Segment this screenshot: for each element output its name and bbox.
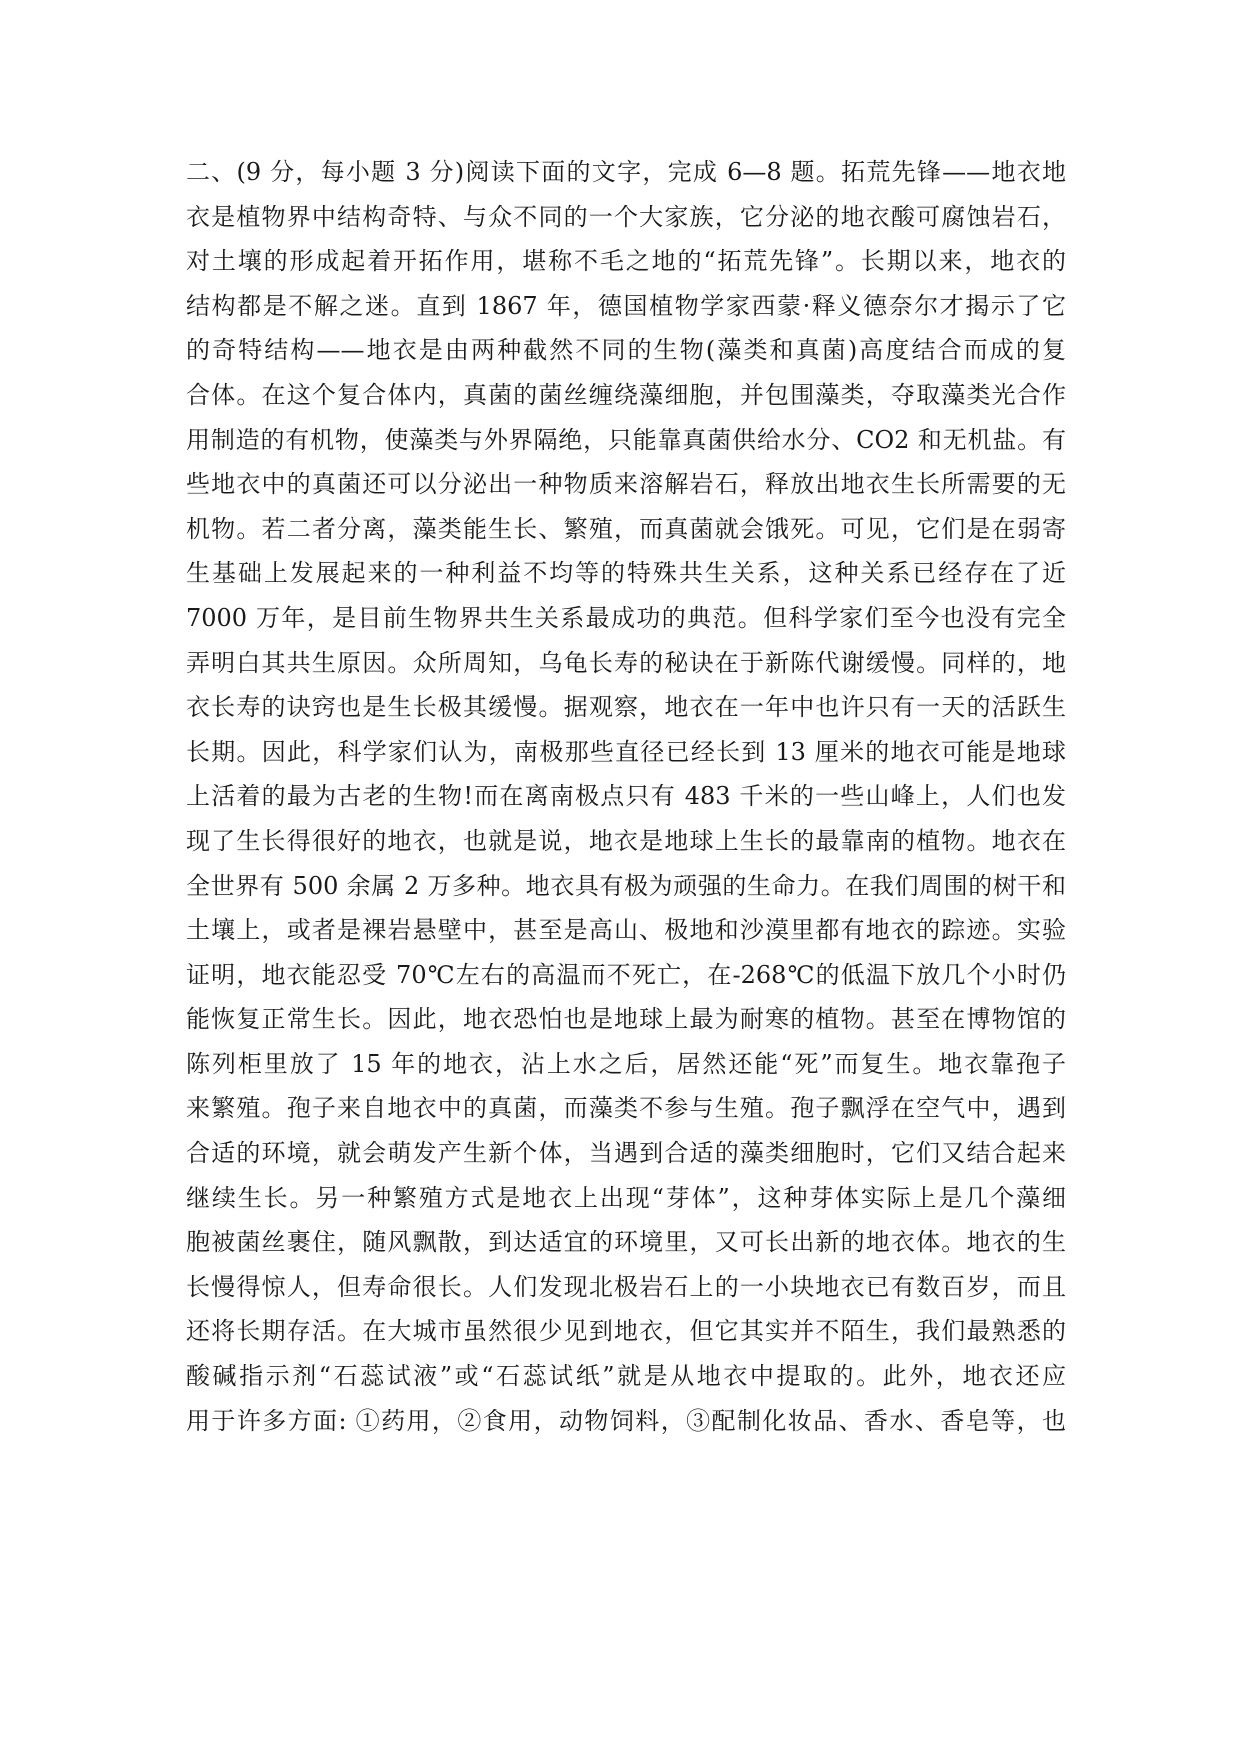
text-line: 酸碱指示剂“石蕊试液”或“石蕊试纸”就是从地衣中提取的。此外，地衣还应 xyxy=(186,1362,1066,1391)
passage-text xyxy=(186,150,1066,1443)
text-line: 全世界有 500 余属 2 万多种。地衣具有极为顽强的生命力。在我们周围的树干和 xyxy=(186,871,1066,900)
text-line: 还将长期存活。在大城市虽然很少见到地衣，但它其实并不陌生，我们最熟悉的 xyxy=(186,1317,1066,1346)
text-line: 长期。因此，科学家们认为，南极那些直径已经长到 13 厘米的地衣可能是地球 xyxy=(186,737,1066,766)
text-line: 合体。在这个复合体内，真菌的菌丝缠绕藻细胞，并包围藻类，夺取藻类光合作 xyxy=(186,380,1066,409)
text-line: 7000 万年，是目前生物界共生关系最成功的典范。但科学家们至今也没有完全 xyxy=(186,603,1066,632)
text-line: 对土壤的形成起着开拓作用，堪称不毛之地的“拓荒先锋”。长期以来，地衣的 xyxy=(186,247,1066,276)
text-line: 胞被菌丝裹住，随风飘散，到达适宜的环境里，又可长出新的地衣体。地衣的生 xyxy=(186,1228,1066,1257)
text-line: 陈列柜里放了 15 年的地衣，沾上水之后，居然还能“死”而复生。地衣靠孢子 xyxy=(186,1049,1066,1078)
text-line: 衣长寿的诀窍也是生长极其缓慢。据观察，地衣在一年中也许只有一天的活跃生 xyxy=(186,693,1066,722)
text-line: 能恢复正常生长。因此，地衣恐怕也是地球上最为耐寒的植物。甚至在博物馆的 xyxy=(186,1005,1066,1034)
text-line: 些地衣中的真菌还可以分泌出一种物质来溶解岩石，释放出地衣生长所需要的无 xyxy=(186,470,1066,499)
text-line: 弄明白其共生原因。众所周知，乌龟长寿的秘诀在于新陈代谢缓慢。同样的，地 xyxy=(186,648,1066,677)
text-line: 用制造的有机物，使藻类与外界隔绝，只能靠真菌供给水分、CO2 和无机盐。有 xyxy=(186,425,1066,454)
text-line: 衣是植物界中结构奇特、与众不同的一个大家族，它分泌的地衣酸可腐蚀岩石， xyxy=(186,202,1066,231)
text-line: 生基础上发展起来的一种利益不均等的特殊共生关系，这种关系已经存在了近 xyxy=(186,559,1066,588)
text-line: 上活着的最为古老的生物!而在离南极点只有 483 千米的一些山峰上，人们也发 xyxy=(186,782,1066,811)
text-line: 机物。若二者分离，藻类能生长、繁殖，而真菌就会饿死。可见，它们是在弱寄 xyxy=(186,514,1066,543)
text-line: 结构都是不解之迷。直到 1867 年，德国植物学家西蒙·释义德奈尔才揭示了它 xyxy=(186,291,1066,320)
text-line: 长慢得惊人，但寿命很长。人们发现北极岩石上的一小块地衣已有数百岁，而且 xyxy=(186,1272,1066,1301)
text-line: 土壤上，或者是裸岩悬壁中，甚至是高山、极地和沙漠里都有地衣的踪迹。实验 xyxy=(186,916,1066,945)
text-line: 证明，地衣能忍受 70℃左右的高温而不死亡，在-268℃的低温下放几个小时仍 xyxy=(186,960,1066,989)
text-line: 的奇特结构——地衣是由两种截然不同的生物(藻类和真菌)高度结合而成的复 xyxy=(186,336,1066,365)
text-line: 来繁殖。孢子来自地衣中的真菌，而藻类不参与生殖。孢子飘浮在空气中，遇到 xyxy=(186,1094,1066,1123)
text-line: 二、(9 分，每小题 3 分)阅读下面的文字，完成 6—8 题。拓荒先锋——地衣地 xyxy=(186,158,1066,186)
text-line: 合适的环境，就会萌发产生新个体，当遇到合适的藻类细胞时，它们又结合起来 xyxy=(186,1139,1066,1168)
text-line: 继续生长。另一种繁殖方式是地衣上出现“芽体”，这种芽体实际上是几个藻细 xyxy=(186,1183,1066,1212)
text-line: 用于许多方面: ①药用，②食用，动物饲料，③配制化妆品、香水、香皂等，也 xyxy=(186,1406,1066,1435)
text-line: 现了生长得很好的地衣，也就是说，地衣是地球上生长的最靠南的植物。地衣在 xyxy=(186,826,1066,855)
